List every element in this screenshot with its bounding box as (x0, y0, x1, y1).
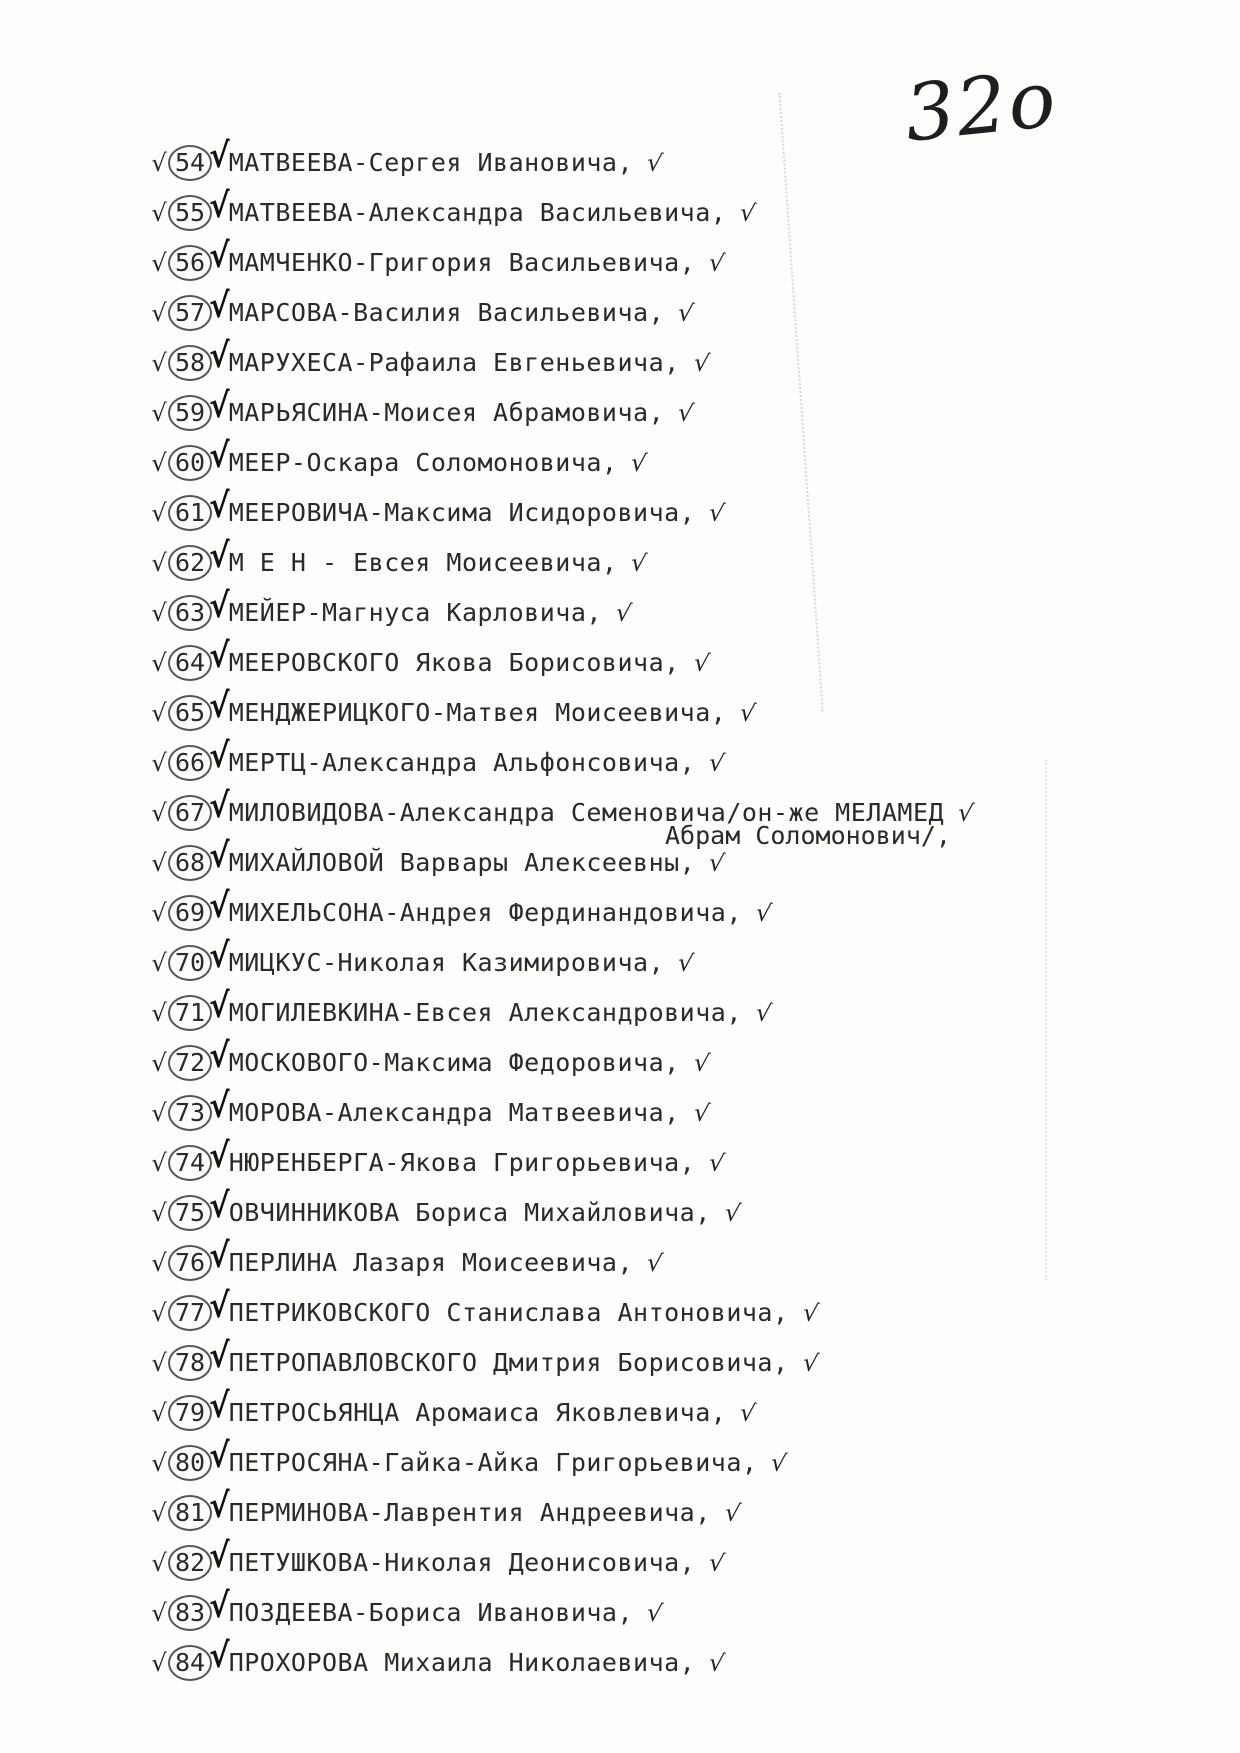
entry-name: МАМЧЕНКО-Григория Васильевича, (228, 248, 696, 277)
entry-name: МЕЕРОВИЧА-Максима Исидоровича, (228, 498, 696, 527)
check-mark-icon: √ (691, 1048, 711, 1078)
entry-number: 55 (168, 195, 212, 231)
check-mark-icon: √ (151, 499, 167, 527)
entry-number: 58 (168, 345, 212, 381)
check-mark-icon: √ (614, 598, 634, 628)
check-mark-icon: √ (691, 1098, 711, 1128)
check-mark-icon: √ (754, 898, 774, 928)
check-mark-icon: √ (151, 449, 167, 477)
entry-name: МЕЕРОВСКОГО Якова Борисовича, (228, 648, 680, 677)
check-mark-icon: √ (209, 836, 230, 876)
entry-continuation: Абрам Соломонович/, (665, 821, 951, 850)
check-mark-icon: √ (209, 1486, 230, 1526)
check-mark-icon: √ (151, 1449, 167, 1477)
check-mark-icon: √ (151, 1349, 167, 1377)
check-mark-icon: √ (209, 786, 230, 826)
check-mark-icon: √ (629, 448, 649, 478)
entry-number: 76 (168, 1245, 212, 1281)
entry-name: М Е Н - Евсея Моисеевича, (228, 548, 618, 577)
list-item (150, 1385, 1050, 1435)
entry-name: ПЕТРОПАВЛОВСКОГО Дмитрия Борисовича, (228, 1348, 789, 1377)
check-mark-icon: √ (209, 1186, 230, 1226)
check-mark-icon: √ (151, 1499, 167, 1527)
list-item (150, 1235, 1050, 1285)
list-item (150, 1035, 1050, 1085)
list-item (150, 385, 1050, 435)
entry-number: 56 (168, 245, 212, 281)
check-mark-icon: √ (151, 1099, 167, 1127)
entry-name: МАРЬЯСИНА-Моисея Абрамовича, (228, 398, 665, 427)
entry-name: МИЛОВИДОВА-Александра Семеновича/он-же МЕЛАМЕД (228, 798, 945, 827)
check-mark-icon: √ (151, 849, 167, 877)
check-mark-icon: √ (209, 536, 230, 576)
check-mark-icon: √ (151, 199, 167, 227)
check-mark-icon: √ (209, 1236, 230, 1276)
check-mark-icon: √ (209, 1286, 230, 1326)
entry-number: 77 (168, 1295, 212, 1331)
entry-number: 65 (168, 695, 212, 731)
list-item (150, 1635, 1050, 1685)
entry-name: МАТВЕЕВА-Сергея Ивановича, (228, 148, 634, 177)
entry-name: МОРОВА-Александра Матвеевича, (228, 1098, 680, 1127)
check-mark-icon: √ (629, 548, 649, 578)
check-mark-icon: √ (645, 148, 665, 178)
check-mark-icon: √ (151, 399, 167, 427)
list-item (150, 1585, 1050, 1635)
check-mark-icon: √ (209, 336, 230, 376)
entry-name: ПРОХОРОВА Михаила Николаевича, (228, 1648, 696, 1677)
entry-name: МЕРТЦ-Александра Альфонсовича, (228, 748, 696, 777)
list-item (150, 1135, 1050, 1185)
list-item (150, 635, 1050, 685)
entry-number: 69 (168, 895, 212, 931)
check-mark-icon: √ (722, 1198, 742, 1228)
check-mark-icon: √ (209, 1086, 230, 1126)
check-mark-icon: √ (209, 686, 230, 726)
list-item (150, 1485, 1050, 1535)
entry-number: 84 (168, 1645, 212, 1681)
entry-number: 70 (168, 945, 212, 981)
entry-name: МЕЕР-Оскара Соломоновича, (228, 448, 618, 477)
list-item (150, 135, 1050, 185)
check-mark-icon: √ (151, 1649, 167, 1677)
list-item (150, 1435, 1050, 1485)
check-mark-icon: √ (151, 1299, 167, 1327)
check-mark-icon: √ (707, 498, 727, 528)
entry-name: ПОЗДЕЕВА-Бориса Ивановича, (228, 1598, 634, 1627)
check-mark-icon: √ (676, 398, 696, 428)
list-item (150, 1185, 1050, 1235)
check-mark-icon: √ (209, 736, 230, 776)
entry-number: 60 (168, 445, 212, 481)
check-mark-icon: √ (956, 798, 976, 828)
check-mark-icon: √ (151, 149, 167, 177)
check-mark-icon: √ (209, 436, 230, 476)
folio-number: 32о (900, 54, 1062, 160)
check-mark-icon: √ (151, 799, 167, 827)
check-mark-icon: √ (754, 998, 774, 1028)
check-mark-icon: √ (209, 1536, 230, 1576)
list-item (150, 285, 1050, 335)
check-mark-icon: √ (800, 1298, 820, 1328)
check-mark-icon: √ (676, 948, 696, 978)
check-mark-icon: √ (738, 1398, 758, 1428)
list-item (150, 1335, 1050, 1385)
check-mark-icon: √ (645, 1248, 665, 1278)
entry-number: 64 (168, 645, 212, 681)
check-mark-icon: √ (707, 1148, 727, 1178)
check-mark-icon: √ (151, 349, 167, 377)
check-mark-icon: √ (151, 749, 167, 777)
check-mark-icon: √ (769, 1448, 789, 1478)
list-item (150, 935, 1050, 985)
list-item (150, 335, 1050, 385)
check-mark-icon: √ (151, 1199, 167, 1227)
check-mark-icon: √ (707, 748, 727, 778)
check-mark-icon: √ (209, 1386, 230, 1426)
check-mark-icon: √ (691, 348, 711, 378)
list-item (150, 535, 1050, 585)
check-mark-icon: √ (645, 1598, 665, 1628)
list-item (150, 1535, 1050, 1585)
entry-name: МАТВЕЕВА-Александра Васильевича, (228, 198, 727, 227)
check-mark-icon: √ (209, 586, 230, 626)
check-mark-icon: √ (209, 1586, 230, 1626)
entry-number: 74 (168, 1145, 212, 1181)
check-mark-icon: √ (209, 186, 230, 226)
entry-name: ПЕТРОСЬЯНЦА Аромаиса Яковлевича, (228, 1398, 727, 1427)
entry-number: 83 (168, 1595, 212, 1631)
list-item (150, 785, 1050, 850)
list-item (150, 885, 1050, 935)
list-item (150, 1285, 1050, 1335)
check-mark-icon: √ (800, 1348, 820, 1378)
list-item (150, 835, 1050, 885)
check-mark-icon: √ (707, 848, 727, 878)
list-item (150, 485, 1050, 535)
entry-name: НЮРЕНБЕРГА-Якова Григорьевича, (228, 1148, 696, 1177)
list-item (150, 235, 1050, 285)
check-mark-icon: √ (691, 648, 711, 678)
entry-name: ОВЧИННИКОВА Бориса Михайловича, (228, 1198, 711, 1227)
entry-name: МАРСОВА-Василия Васильевича, (228, 298, 665, 327)
entry-name: МОСКОВОГО-Максима Федоровича, (228, 1048, 680, 1077)
entry-number: 68 (168, 845, 212, 881)
check-mark-icon: √ (151, 1049, 167, 1077)
check-mark-icon: √ (151, 899, 167, 927)
entry-number: 54 (168, 145, 212, 181)
check-mark-icon: √ (151, 949, 167, 977)
check-mark-icon: √ (209, 1636, 230, 1676)
name-list (150, 135, 1050, 1685)
check-mark-icon: √ (209, 936, 230, 976)
check-mark-icon: √ (209, 886, 230, 926)
entry-name: МОГИЛЕВКИНА-Евсея Александровича, (228, 998, 742, 1027)
list-item (150, 985, 1050, 1035)
check-mark-icon: √ (209, 1036, 230, 1076)
entry-name: ПЕТРОСЯНА-Гайка-Айка Григорьевича, (228, 1448, 758, 1477)
entry-number: 75 (168, 1195, 212, 1231)
list-item (150, 685, 1050, 735)
check-mark-icon: √ (151, 1149, 167, 1177)
entry-number: 79 (168, 1395, 212, 1431)
entry-number: 61 (168, 495, 212, 531)
check-mark-icon: √ (151, 699, 167, 727)
check-mark-icon: √ (151, 1599, 167, 1627)
list-item (150, 185, 1050, 235)
list-item (150, 735, 1050, 785)
entry-name: ПЕТУШКОВА-Николая Деонисовича, (228, 1548, 696, 1577)
list-item (150, 435, 1050, 485)
check-mark-icon: √ (151, 299, 167, 327)
check-mark-icon: √ (209, 1136, 230, 1176)
check-mark-icon: √ (151, 249, 167, 277)
entry-number: 81 (168, 1495, 212, 1531)
entry-number: 72 (168, 1045, 212, 1081)
check-mark-icon: √ (209, 286, 230, 326)
entry-number: 78 (168, 1345, 212, 1381)
entry-name: МИХАЙЛОВОЙ Варвары Алексеевны, (228, 848, 696, 877)
entry-name: ПЕТРИКОВСКОГО Станислава Антоновича, (228, 1298, 789, 1327)
check-mark-icon: √ (209, 136, 230, 176)
check-mark-icon: √ (707, 1548, 727, 1578)
check-mark-icon: √ (738, 198, 758, 228)
check-mark-icon: √ (209, 986, 230, 1026)
check-mark-icon: √ (738, 698, 758, 728)
entry-name: ПЕРЛИНА Лазаря Моисеевича, (228, 1248, 634, 1277)
check-mark-icon: √ (722, 1498, 742, 1528)
check-mark-icon: √ (209, 236, 230, 276)
check-mark-icon: √ (151, 1399, 167, 1427)
entry-name: МАРУХЕСА-Рафаила Евгеньевича, (228, 348, 680, 377)
list-item (150, 585, 1050, 635)
check-mark-icon: √ (151, 599, 167, 627)
check-mark-icon: √ (151, 999, 167, 1027)
entry-name: МИЦКУС-Николая Казимировича, (228, 948, 665, 977)
entry-name: МЕЙЕР-Магнуса Карловича, (228, 598, 602, 627)
check-mark-icon: √ (209, 386, 230, 426)
entry-number: 66 (168, 745, 212, 781)
entry-number: 57 (168, 295, 212, 331)
entry-number: 59 (168, 395, 212, 431)
entry-name: МЕНДЖЕРИЦКОГО-Матвея Моисеевича, (228, 698, 727, 727)
entry-name: ПЕРМИНОВА-Лаврентия Андреевича, (228, 1498, 711, 1527)
list-item (150, 1085, 1050, 1135)
check-mark-icon: √ (151, 649, 167, 677)
check-mark-icon: √ (707, 248, 727, 278)
check-mark-icon: √ (209, 636, 230, 676)
entry-number: 80 (168, 1445, 212, 1481)
entry-number: 67 (168, 795, 212, 831)
entry-number: 73 (168, 1095, 212, 1131)
entry-number: 62 (168, 545, 212, 581)
check-mark-icon: √ (676, 298, 696, 328)
check-mark-icon: √ (151, 1549, 167, 1577)
check-mark-icon: √ (151, 549, 167, 577)
check-mark-icon: √ (209, 1336, 230, 1376)
entry-number: 82 (168, 1545, 212, 1581)
check-mark-icon: √ (151, 1249, 167, 1277)
check-mark-icon: √ (209, 1436, 230, 1476)
check-mark-icon: √ (209, 486, 230, 526)
entry-number: 63 (168, 595, 212, 631)
entry-number: 71 (168, 995, 212, 1031)
entry-name: МИХЕЛЬСОНА-Андрея Фердинандовича, (228, 898, 742, 927)
check-mark-icon: √ (707, 1648, 727, 1678)
